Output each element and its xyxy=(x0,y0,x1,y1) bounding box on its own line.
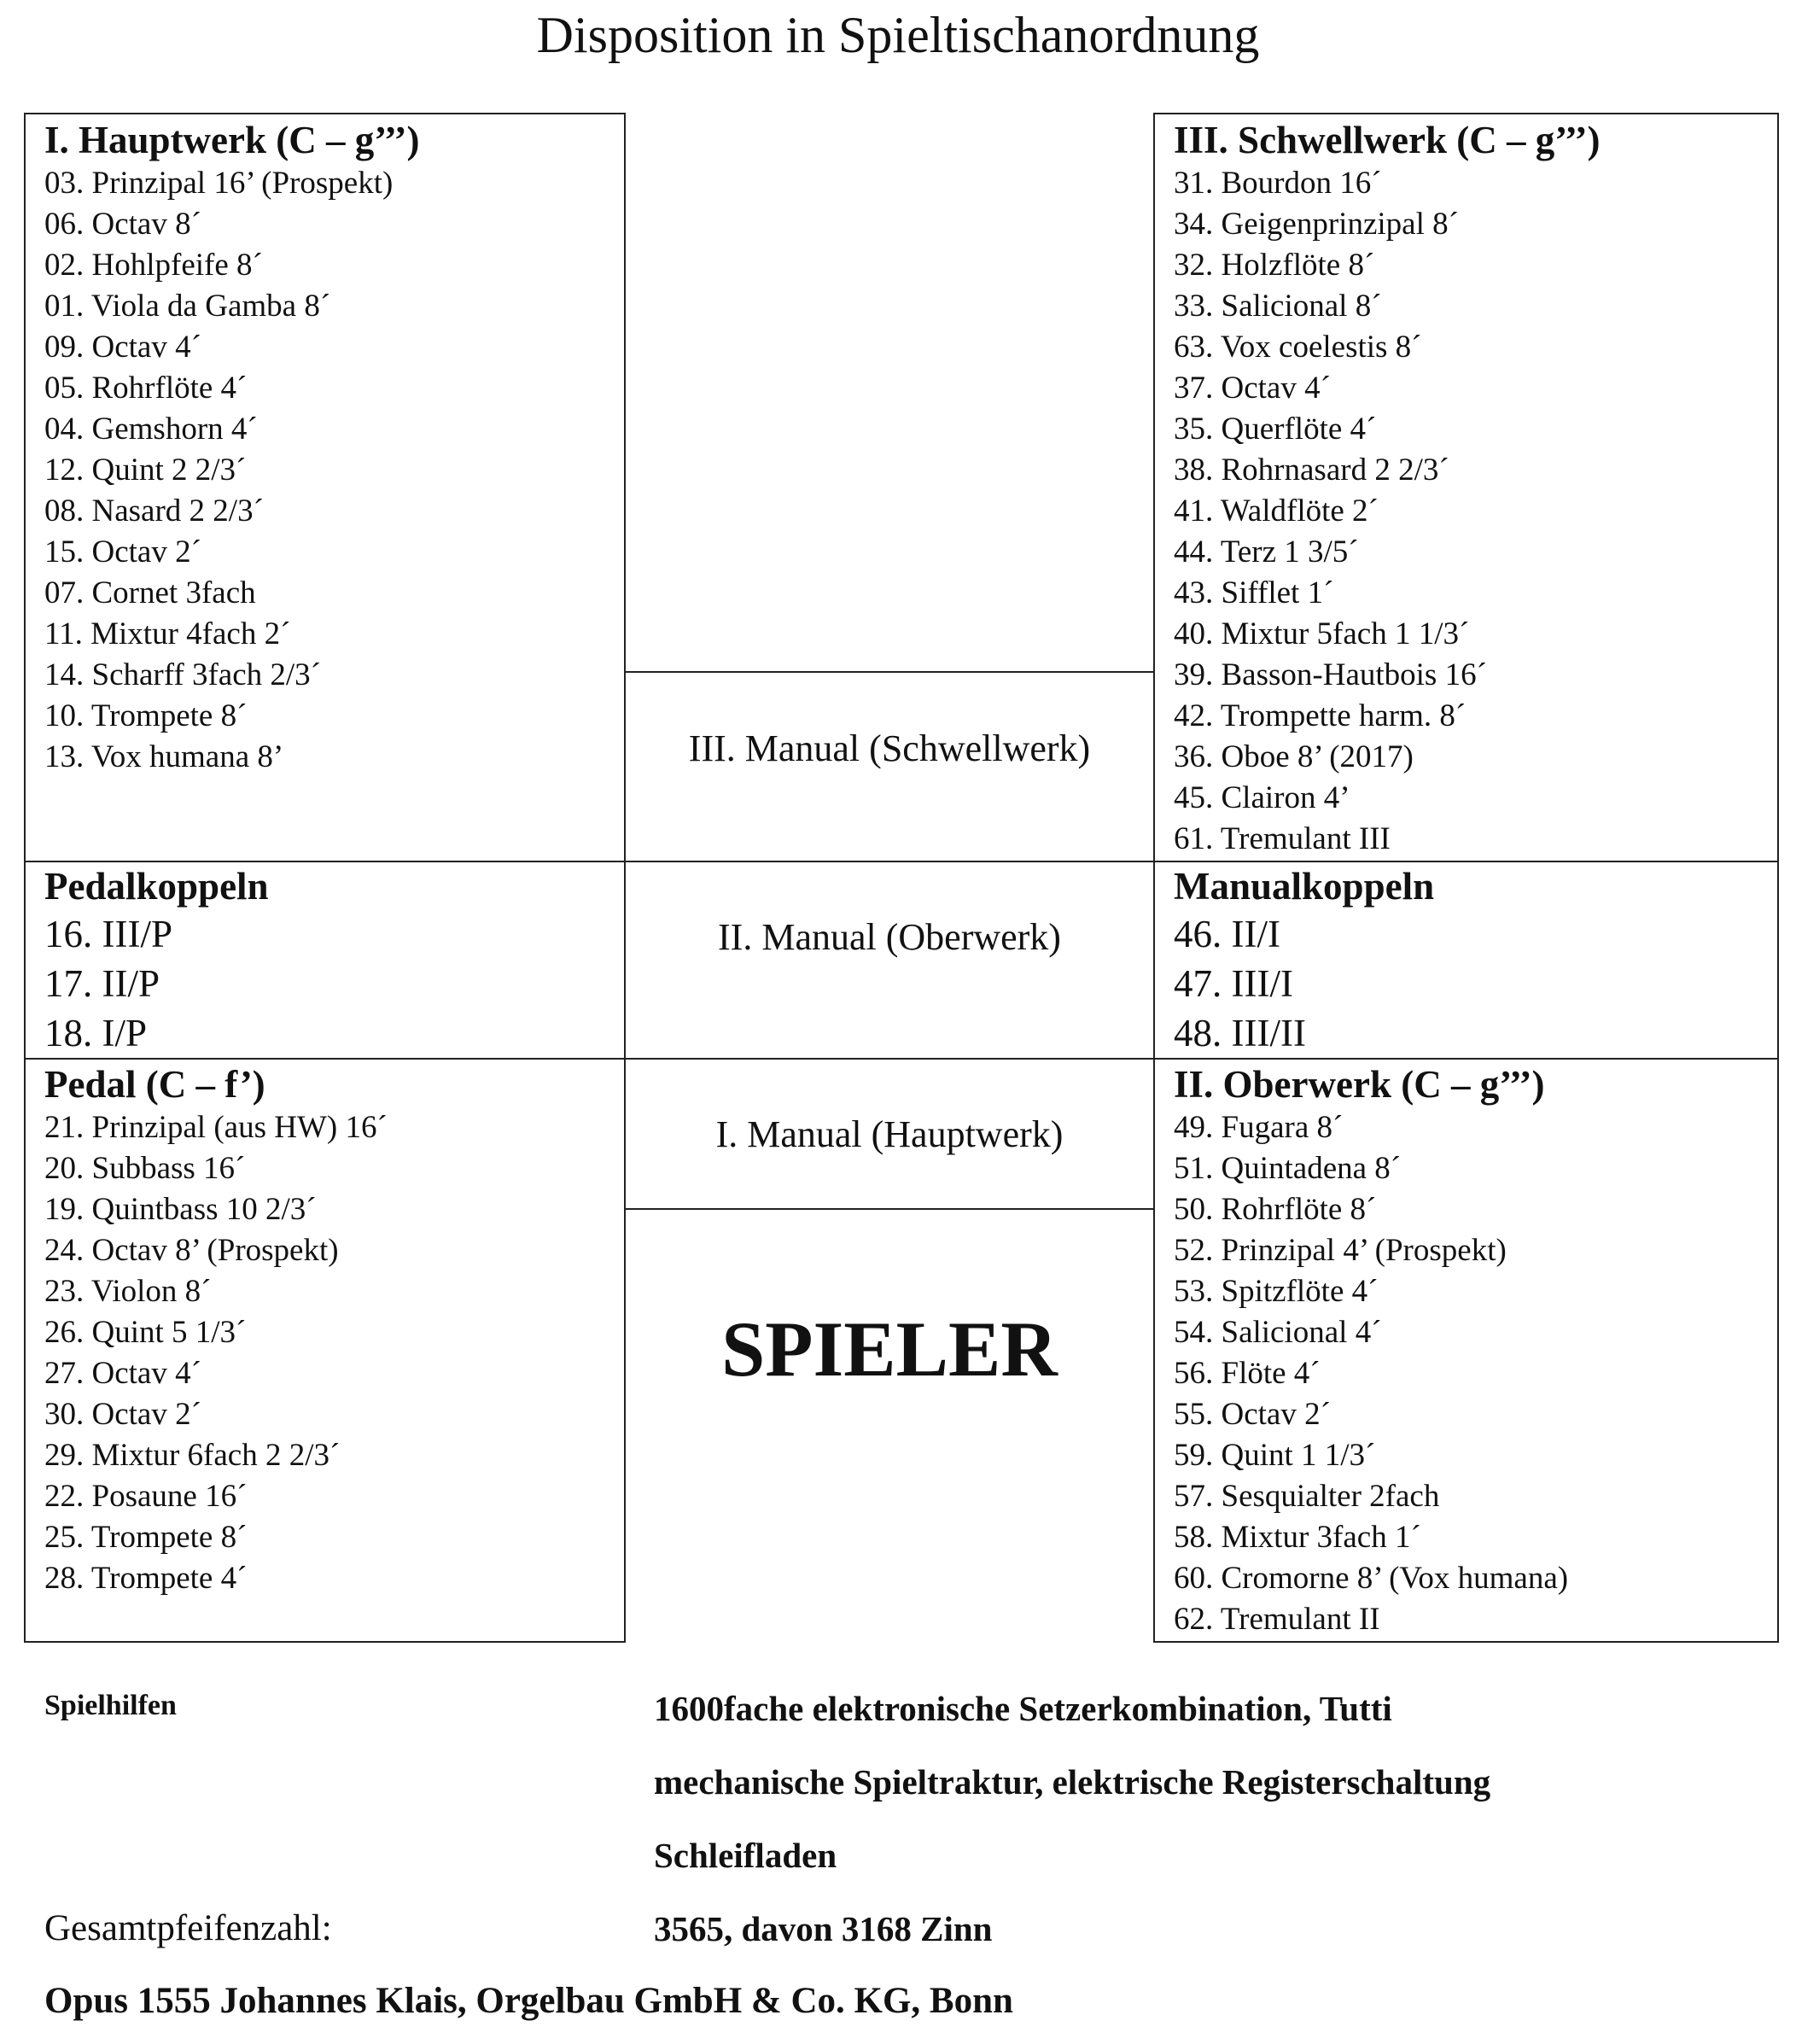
stop-item: 63. Vox coelestis 8´ xyxy=(1174,330,1422,365)
stop-item: 31. Bourdon 16´ xyxy=(1174,166,1382,201)
traktur-text: mechanische Spieltraktur, elektrische Registerschaltung xyxy=(654,1762,1491,1802)
hauptwerk-section xyxy=(44,118,420,778)
manual-1-label: I. Manual (Hauptwerk) xyxy=(715,1113,1064,1155)
laden-text: Schleifladen xyxy=(654,1836,837,1875)
stop-item: 36. Oboe 8’ (2017) xyxy=(1174,739,1414,774)
stop-item: 04. Gemshorn 4´ xyxy=(44,412,258,447)
stop-item: 10. Trompete 8´ xyxy=(44,698,248,733)
stop-item: 12. Quint 2 2/3´ xyxy=(44,453,247,488)
pedal-title: Pedal (C – f’) xyxy=(44,1063,265,1106)
stop-item: 15. Octav 2´ xyxy=(44,534,201,569)
stop-item: 01. Viola da Gamba 8´ xyxy=(44,289,331,324)
middle-divider-low xyxy=(624,1058,1155,1060)
spielhilfen-value: 1600fache elektronische Setzerkombination, Tutti xyxy=(654,1689,1392,1728)
stop-item: 39. Basson-Hautbois 16´ xyxy=(1174,657,1487,692)
manual-2-label: II. Manual (Oberwerk) xyxy=(718,916,1061,958)
stop-item: 50. Rohrflöte 8´ xyxy=(1174,1192,1377,1227)
stop-item: 09. Octav 4´ xyxy=(44,330,201,365)
stop-item: 35. Querflöte 4´ xyxy=(1174,412,1377,447)
stop-item: 41. Waldflöte 2´ xyxy=(1174,493,1379,529)
stop-item: 53. Spitzflöte 4´ xyxy=(1174,1274,1379,1309)
pedal-section xyxy=(44,1062,388,1599)
stop-item: 19. Quintbass 10 2/3´ xyxy=(44,1192,317,1227)
stop-item: 34. Geigenprinzipal 8´ xyxy=(1174,207,1459,242)
stop-item: 07. Cornet 3fach xyxy=(44,575,256,610)
stop-item: 14. Scharff 3fach 2/3´ xyxy=(44,657,321,692)
stop-item: 27. Octav 4´ xyxy=(44,1356,201,1391)
spielhilfen-label: Spielhilfen xyxy=(44,1690,177,1721)
hauptwerk-stop-list xyxy=(44,163,420,778)
schwellwerk-title: III. Schwellwerk (C – g’’’) xyxy=(1174,119,1601,161)
stop-item: 26. Quint 5 1/3´ xyxy=(44,1315,247,1350)
stop-item: 60. Cromorne 8’ (Vox humana) xyxy=(1174,1561,1569,1596)
coupler-item: 46. II/I xyxy=(1174,913,1280,955)
stop-item: 54. Salicional 4´ xyxy=(1174,1315,1382,1350)
schwellwerk-stop-list xyxy=(1174,163,1601,860)
middle-divider-top xyxy=(624,671,1155,673)
pfeifen-label: Gesamtpfeifenzahl: xyxy=(44,1908,332,1948)
pfeifen-value: 3565, davon 3168 Zinn xyxy=(654,1909,993,1948)
stop-item: 06. Octav 8´ xyxy=(44,207,201,242)
stop-item: 49. Fugara 8´ xyxy=(1174,1110,1344,1145)
stop-item: 56. Flöte 4´ xyxy=(1174,1356,1321,1391)
stop-item: 38. Rohrnasard 2 2/3´ xyxy=(1174,453,1449,488)
oberwerk-section xyxy=(1174,1062,1568,1640)
stop-item: 51. Quintadena 8´ xyxy=(1174,1151,1402,1186)
pedalkoppeln-list xyxy=(44,909,269,1058)
stop-item: 57. Sesquialter 2fach xyxy=(1174,1479,1440,1514)
stop-item: 11. Mixtur 4fach 2´ xyxy=(44,616,291,651)
stop-item: 37. Octav 4´ xyxy=(1174,371,1331,406)
coupler-item: 16. III/P xyxy=(44,913,172,955)
stop-item: 40. Mixtur 5fach 1 1/3´ xyxy=(1174,616,1470,651)
coupler-item: 18. I/P xyxy=(44,1012,148,1054)
pedalkoppeln-section xyxy=(44,864,269,1058)
stop-item: 33. Salicional 8´ xyxy=(1174,289,1382,324)
stop-item: 52. Prinzipal 4’ (Prospekt) xyxy=(1174,1233,1507,1268)
stop-item: 42. Trompette harm. 8´ xyxy=(1174,698,1467,733)
coupler-item: 17. II/P xyxy=(44,962,160,1005)
manualkoppeln-title: Manualkoppeln xyxy=(1174,865,1435,908)
stop-item: 44. Terz 1 3/5´ xyxy=(1174,534,1359,569)
oberwerk-stop-list xyxy=(1174,1107,1568,1640)
hauptwerk-title: I. Hauptwerk (C – g’’’) xyxy=(44,119,420,161)
stop-item: 32. Holzflöte 8´ xyxy=(1174,248,1375,283)
middle-divider-bottom xyxy=(624,1208,1155,1210)
stop-item: 24. Octav 8’ (Prospekt) xyxy=(44,1233,339,1268)
coupler-item: 48. III/II xyxy=(1174,1012,1306,1054)
stop-item: 28. Trompete 4´ xyxy=(44,1561,248,1596)
builder-text: Opus 1555 Johannes Klais, Orgelbau GmbH & Co. KG, Bonn xyxy=(44,1981,1013,2021)
stop-item: 45. Clairon 4’ xyxy=(1174,780,1350,815)
stop-item: 13. Vox humana 8’ xyxy=(44,739,284,774)
stop-item: 30. Octav 2´ xyxy=(44,1397,201,1432)
stop-item: 08. Nasard 2 2/3´ xyxy=(44,493,264,529)
stop-item: 62. Tremulant II xyxy=(1174,1602,1380,1637)
stop-item: 43. Sifflet 1´ xyxy=(1174,575,1334,610)
stop-item: 23. Violon 8´ xyxy=(44,1274,212,1309)
stop-item: 59. Quint 1 1/3´ xyxy=(1174,1438,1376,1473)
stop-item: 61. Tremulant III xyxy=(1174,821,1391,856)
stop-item: 29. Mixtur 6fach 2 2/3´ xyxy=(44,1438,341,1473)
manualkoppeln-section xyxy=(1174,864,1434,1058)
player-label: SPIELER xyxy=(721,1305,1058,1393)
stop-item: 25. Trompete 8´ xyxy=(44,1520,248,1555)
stop-item: 55. Octav 2´ xyxy=(1174,1397,1331,1432)
coupler-item: 47. III/I xyxy=(1174,962,1293,1005)
middle-divider-mid xyxy=(624,861,1155,862)
pedal-stop-list xyxy=(44,1107,388,1599)
stop-item: 58. Mixtur 3fach 1´ xyxy=(1174,1520,1421,1555)
stop-item: 02. Hohlpfeife 8´ xyxy=(44,248,263,283)
manual-3-label: III. Manual (Schwellwerk) xyxy=(688,727,1091,769)
manualkoppeln-list xyxy=(1174,909,1434,1058)
schwellwerk-section xyxy=(1174,118,1601,860)
oberwerk-title: II. Oberwerk (C – g’’’) xyxy=(1174,1063,1545,1106)
stop-item: 20. Subbass 16´ xyxy=(44,1151,246,1186)
stop-item: 21. Prinzipal (aus HW) 16´ xyxy=(44,1110,388,1145)
stop-item: 05. Rohrflöte 4´ xyxy=(44,371,248,406)
page-title: Disposition in Spieltischanordnung xyxy=(536,7,1260,63)
pedalkoppeln-title: Pedalkoppeln xyxy=(44,865,269,908)
stop-item: 22. Posaune 16´ xyxy=(44,1479,248,1514)
stop-item: 03. Prinzipal 16’ (Prospekt) xyxy=(44,166,394,201)
